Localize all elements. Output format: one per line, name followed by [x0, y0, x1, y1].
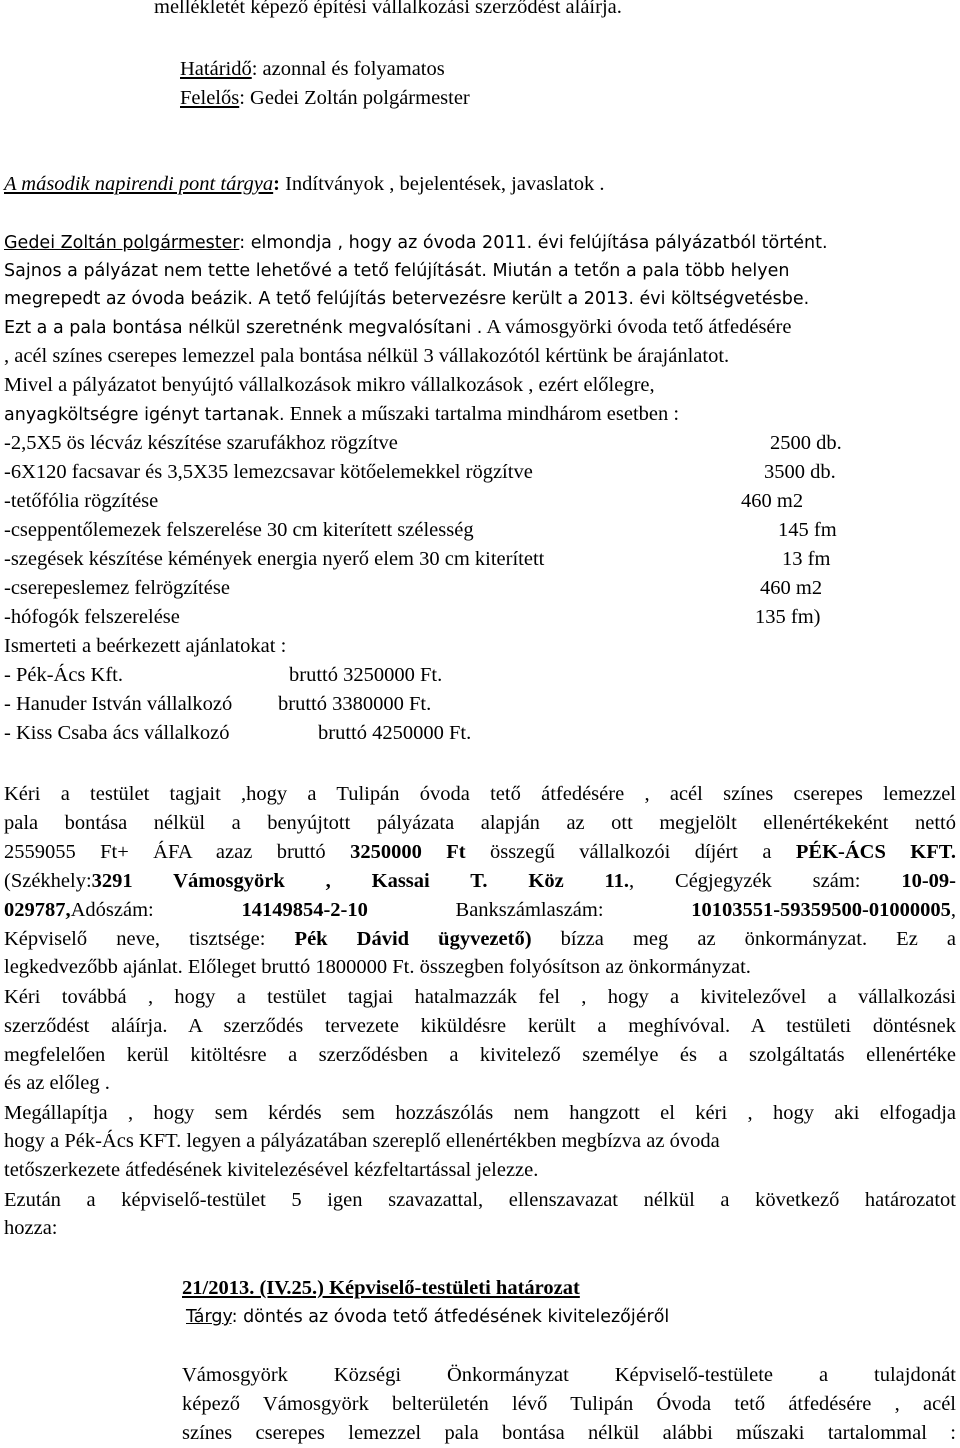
work-item: -tetőfólia rögzítése [4, 490, 159, 512]
work-qty: 460 m2 [741, 490, 804, 512]
para-line: 029787,Adószám: 14149854-2-10 Bankszámlaszám: 10103551-59359500-01000005, [4, 899, 956, 921]
offers-intro: Ismerteti a beérkezett ajánlatokat : [4, 635, 287, 657]
mixed-line-1 [4, 314, 791, 342]
work-qty: 135 fm) [755, 606, 821, 628]
subject-value: : döntés az óvoda tető átfedésének kivitelezőjéről [231, 1307, 670, 1327]
work-qty: 2500 db. [770, 432, 842, 454]
work-qty: 460 m2 [760, 577, 823, 599]
speaker-line [4, 230, 828, 256]
line-a-1: , acél színes cserepes lemezzel pala bontása nélkül 3 vállakozótól kértünk be árajánlatot. [4, 345, 730, 367]
work-item: -cserepeslemez felrögzítése [4, 577, 230, 599]
offer-price: bruttó 3250000 Ft. [289, 664, 443, 686]
registration-number: 10-09- [901, 870, 956, 892]
responsible [180, 85, 470, 111]
serif-tail: A vámosgyörki óvoda tető átfedésére [482, 316, 792, 338]
agenda-heading [4, 171, 604, 197]
agenda-label: A második napirendi pont tárgya [4, 173, 274, 195]
gross-amount: 3250000 Ft [350, 841, 466, 863]
responsible-value: : Gedei Zoltán polgármester [239, 87, 470, 109]
para-line: megfelelően kerül kitöltésre a szerződésben a kivitelező személye és a szolgáltatás ellenértéke [4, 1044, 956, 1066]
resolution-body [182, 1361, 956, 1448]
deadline-label: Határidő [180, 58, 252, 80]
work-item: -2,5X5 ös lécváz készítése szarufákhoz rögzítve [4, 432, 398, 454]
work-item: -szegések készítése kémények energia nyerő elem 30 cm kiterített [4, 548, 545, 570]
speaker-name: Gedei Zoltán polgármester [4, 233, 240, 253]
agenda-value: Indítványok , bejelentések, javaslatok . [279, 173, 605, 195]
work-qty: 3500 db. [764, 461, 836, 483]
mixed-serif: Ennek a műszaki tartalma mindhárom esetben : [284, 403, 680, 425]
authorization-paragraph [4, 983, 956, 1070]
sans-line-3: Ezt a a pala bontása nélkül szeretnénk megvalósítani . [4, 318, 483, 338]
resolution-subject [186, 1304, 669, 1330]
agenda-colon: : [273, 173, 280, 195]
work-item: -6X120 facsavar és 3,5X35 lemezcsavar kötőelemekkel rögzítve [4, 461, 533, 483]
para-line: Kéri a testület tagjait ,hogy a Tulipán óvoda tető átfedésére , acél színes cserepes lemezzel [4, 783, 956, 805]
deadline-value: : azonnal és folyamatos [251, 58, 445, 80]
para-line: tetőszerkezete átfedésének kivitelezésével kézfeltartással jelezze. [4, 1159, 539, 1181]
para-line: és az előleg . [4, 1072, 110, 1094]
sans-line-1: Sajnos a pályázat nem tette lehetővé a tető felújítását. Miután a tetőn a pala több helyen [4, 261, 790, 281]
resolution-line: színes cserepes lemezzel pala bontása nélkül alábbi műszaki tartalommal : [182, 1422, 956, 1444]
work-item: -cseppentőlemezek felszerelése 30 cm kiterített szélesség [4, 519, 474, 541]
subject-label: Tárgy [186, 1307, 232, 1327]
work-qty: 13 fm [782, 548, 831, 570]
para-line: legkedvezőbb ajánlat. Előleget bruttó 1800000 Ft. összegben folyósítson az önkormányzat. [4, 956, 751, 978]
request-paragraph [4, 780, 956, 954]
tax-number: 14149854-2-10 [241, 899, 368, 921]
resolution-title: 21/2013. (IV.25.) Képviselő-testületi határozat [182, 1277, 580, 1299]
para-line: hozza: [4, 1217, 58, 1239]
decision-paragraph [4, 1186, 956, 1215]
speaker-rest: : elmondja , hogy az óvoda 2011. évi felújítása pályázatból történt. [239, 233, 828, 253]
offer-name: - Hanuder István vállalkozó [4, 693, 233, 715]
work-item: -hófogók felszerelése [4, 606, 180, 628]
para-line: Ezután a képviselő-testület 5 igen szavazattal, ellenszavazat nélkül a következő határozatot [4, 1189, 956, 1211]
para-line: pala bontása nélkül a benyújtott pályázata alapján az ott megjelölt ellenértékeként nettó [4, 812, 956, 834]
work-qty: 145 fm [778, 519, 837, 541]
para-line: szerződést aláírja. A szerződés tervezete kiküldésre került a meghívóval. A testületi döntésnek [4, 1015, 956, 1037]
resolution-line: Vámosgyörk Községi Önkormányzat Képviselő-testülete a tulajdonát [182, 1364, 956, 1386]
top-line: mellékletét képező építési vállalkozási szerződést aláírja. [154, 0, 622, 18]
company-name: PÉK-ÁCS KFT. [795, 841, 956, 863]
para-line: 2559055 Ft+ ÁFA azaz bruttó 3250000 Ft összegű vállalkozói díjért a PÉK-ÁCS KFT. [4, 841, 956, 863]
sans-line-2: megrepedt az óvoda beázik. A tető felújítás betervezésre került a 2013. évi költségvetésbe. [4, 289, 810, 309]
offer-name: - Kiss Csaba ács vállalkozó [4, 722, 230, 744]
para-line: hogy a Pék-Ács KFT. legyen a pályázatában szereplő ellenértékben megbízva az óvoda [4, 1130, 720, 1152]
offer-price: bruttó 4250000 Ft. [318, 722, 472, 744]
offer-name: - Pék-Ács Kft. [4, 664, 123, 686]
resolution-line: képező Vámosgyörk belterületén lévő Tulipán Óvoda tető átfedésére , acél [182, 1393, 956, 1415]
para-line: Képviselő neve, tisztsége: Pék Dávid ügyvezető) bízza meg az önkormányzat. Ez a [4, 928, 956, 950]
representative: Pék Dávid ügyvezető) [294, 928, 532, 950]
line-a-2: Mivel a pályázatot benyújtó vállalkozások mikro vállalkozások , ezért előlegre, [4, 374, 655, 396]
para-line: Megállapítja , hogy sem kérdés sem hozzászólás nem hangzott el kéri , hogy aki elfogadja [4, 1102, 956, 1124]
para-line: (Székhely:3291 Vámosgyörk , Kassai T. Köz 11., Cégjegyzék szám: 10-09- [4, 870, 956, 892]
responsible-label: Felelős [180, 87, 240, 109]
para-line: Kéri továbbá , hogy a testület tagjai hatalmazzák fel , hogy a kivitelezővel a vállalkozási [4, 986, 956, 1008]
offer-price: bruttó 3380000 Ft. [278, 693, 432, 715]
mixed-line-2 [4, 401, 679, 429]
deadline [180, 56, 445, 82]
vote-paragraph [4, 1099, 956, 1128]
bank-account: 10103551-59359500-01000005 [691, 899, 951, 921]
mixed-sans: anyagköltségre igényt tartanak. [4, 405, 285, 425]
company-address: 3291 Vámosgyörk , Kassai T. Köz 11. [91, 870, 630, 892]
